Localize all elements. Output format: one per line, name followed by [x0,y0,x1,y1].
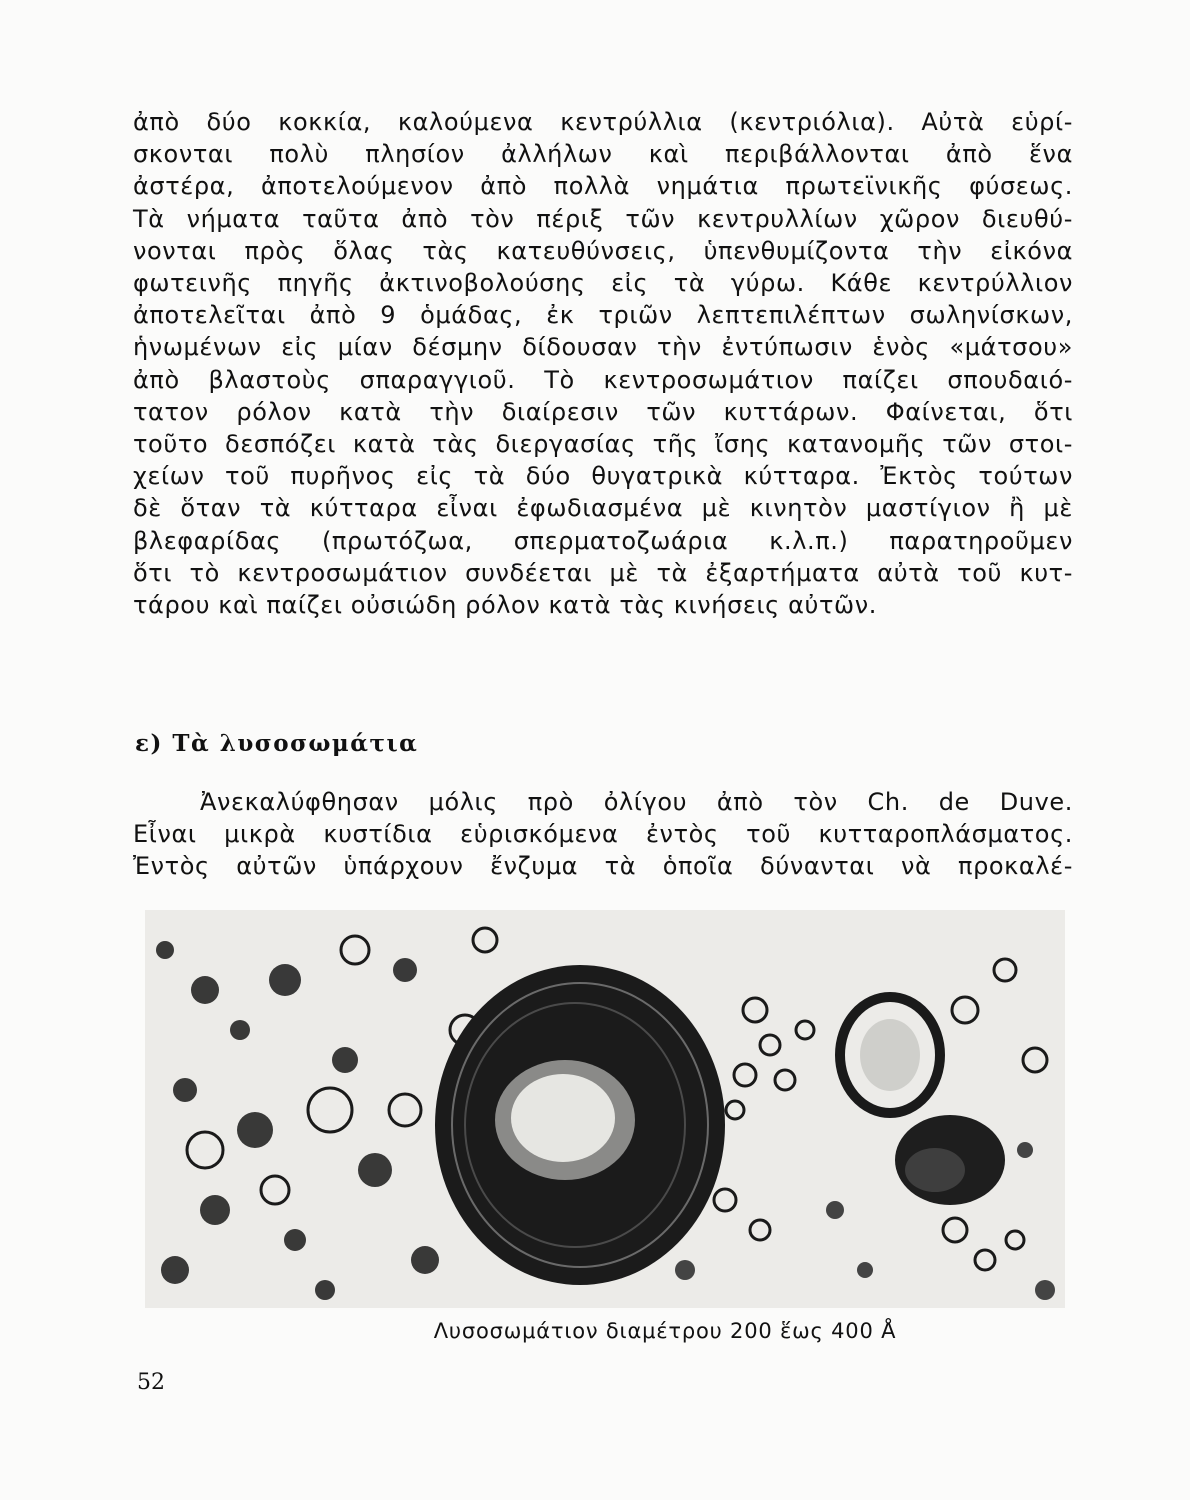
body-paragraph [133,786,1073,883]
text-line: βλεφαρίδας (πρωτόζωα, σπερματοζωάρια κ.λ.π.) παρατηροῦμεν [133,526,1073,555]
text-line: τοῦτο δεσπόζει κατὰ τὰς διεργασίας τῆς ἴσης κατανομῆς τῶν στοι- [133,430,1073,459]
text-line: ἀστέρα, ἀποτελούμενον ἀπὸ πολλὰ νημάτια πρωτεϊνικῆς φύσεως. [133,172,1073,201]
text-line: Ἀνεκαλύφθησαν μόλις πρὸ ὀλίγου ἀπὸ τὸν Ch. de Duve. [200,788,1073,816]
text-line: Τὰ νήματα ταῦτα ἀπὸ τὸν πέριξ τῶν κεντρυλλίων χῶρον διευθύ- [133,204,1073,233]
text-line: Ἐντὸς αὐτῶν ὑπάρχουν ἔνζυμα τὰ ὁποῖα δύνανται νὰ προκαλέ- [133,852,1073,881]
text-line: φωτεινῆς πηγῆς ἀκτινοβολούσης εἰς τὰ γύρω. Κάθε κεντρύλλιον [133,269,1073,298]
page-number: 52 [137,1370,165,1395]
text-line: ἀπὸ δύο κοκκία, καλούμενα κεντρύλλια (κεντριόλια). Αὐτὰ εὑρί- [133,108,1073,136]
text-line: χείων τοῦ πυρῆνος εἰς τὰ δύο θυγατρικὰ κύτταρα. Ἐκτὸς τούτων [133,462,1073,491]
micrograph-figure [145,910,1065,1308]
text-line: δὲ ὅταν τὰ κύτταρα εἶναι ἐφωδιασμένα μὲ κινητὸν μαστίγιον ἢ μὲ [133,494,1073,523]
body-paragraph [133,106,1073,621]
text-line: ἀποτελεῖται ἀπὸ 9 ὁμάδας, ἐκ τριῶν λεπτεπιλέπτων σωληνίσκων, [133,301,1073,330]
text-line: τατον ρόλον κατὰ τὴν διαίρεσιν τῶν κυττάρων. Φαίνεται, ὅτι [133,397,1073,426]
text-line: Εἶναι μικρὰ κυστίδια εὑρισκόμενα ἐντὸς τοῦ κυτταροπλάσματος. [133,820,1073,849]
text-line: ὅτι τὸ κεντροσωμάτιον συνδέεται μὲ τὰ ἐξαρτήματα αὐτὰ τοῦ κυτ- [133,558,1073,587]
text-line: νονται πρὸς ὅλας τὰς κατευθύνσεις, ὑπενθυμίζοντα τὴν εἰκόνα [133,236,1073,265]
text-line: τάρου καὶ παίζει οὐσιώδη ρόλον κατὰ τὰς κινήσεις αὐτῶν. [133,591,877,620]
text-line: σκονται πολὺ πλησίον ἀλλήλων καὶ περιβάλλονται ἀπὸ ἕνα [133,140,1073,169]
figure-caption: Λυσοσωμάτιον διαμέτρου 200 ἕως 400 Å [433,1319,897,1343]
text-line: ἀπὸ βλαστοὺς σπαραγγιοῦ. Τὸ κεντροσωμάτιον παίζει σπουδαιό- [133,365,1073,394]
micrograph-image [145,910,1065,1308]
section-heading: ε) Τὰ λυσοσωμάτια [135,730,419,757]
text-line: ἡνωμένων εἰς μίαν δέσμην δίδουσαν τὴν ἐντύπωσιν ἑνὸς «μάτσου» [133,333,1073,362]
